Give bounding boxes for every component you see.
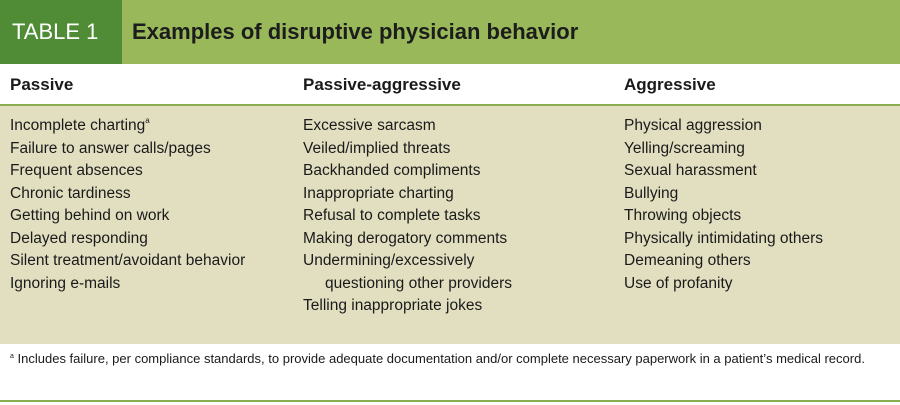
list-item bbox=[624, 228, 823, 251]
list-item bbox=[303, 138, 512, 161]
list-item-text: Making derogatory comments bbox=[303, 229, 508, 247]
list-item bbox=[624, 273, 823, 296]
list-item bbox=[10, 205, 245, 228]
list-item bbox=[10, 160, 245, 183]
column-header-passive-aggressive: Passive-aggressive bbox=[303, 75, 461, 94]
list-item-text: questioning other providers bbox=[325, 274, 512, 292]
list-item-text: Incomplete charting bbox=[10, 117, 146, 134]
list-item-text: Physical aggression bbox=[624, 117, 762, 134]
list-item bbox=[10, 138, 245, 161]
list-item bbox=[303, 183, 512, 206]
list-item-text: Delayed responding bbox=[10, 229, 148, 247]
footnote-reference: a bbox=[145, 116, 150, 125]
list-item-text: Telling inappropriate jokes bbox=[303, 297, 483, 314]
table-label: TABLE 1 bbox=[0, 0, 122, 64]
list-item-text: Ignoring e-mails bbox=[10, 274, 121, 292]
list-item-text: Bullying bbox=[624, 184, 679, 202]
list-item-text: Use of profanity bbox=[624, 274, 733, 292]
list-item bbox=[624, 160, 823, 183]
table-body bbox=[0, 104, 900, 344]
footnote-text: Includes failure, per compliance standards, to provide adequate documentation and/or complete necessary paperwork in a patient’s medical record. bbox=[13, 351, 865, 366]
list-item bbox=[303, 205, 512, 228]
column-header-aggressive: Aggressive bbox=[624, 75, 716, 94]
column-passive bbox=[10, 115, 245, 295]
list-item bbox=[624, 115, 823, 138]
list-item bbox=[10, 228, 245, 251]
list-item bbox=[10, 250, 245, 273]
list-item bbox=[10, 183, 245, 206]
list-item-text: Demeaning others bbox=[624, 252, 751, 269]
list-item bbox=[303, 273, 512, 296]
list-item-text: Throwing objects bbox=[624, 207, 742, 224]
list-item-text: Frequent absences bbox=[10, 162, 143, 179]
table-footnote bbox=[10, 350, 880, 369]
list-item bbox=[10, 273, 245, 296]
list-item-text: Backhanded compliments bbox=[303, 162, 481, 179]
list-item-text: Physically intimidating others bbox=[624, 229, 824, 247]
column-headers bbox=[0, 64, 900, 104]
list-item-text: Getting behind on work bbox=[10, 207, 170, 224]
column-passive-aggressive bbox=[303, 115, 512, 318]
list-item-text: Chronic tardiness bbox=[10, 184, 131, 202]
list-item bbox=[10, 115, 245, 138]
list-item bbox=[303, 295, 512, 318]
list-item-text: Undermining/excessively bbox=[303, 252, 475, 269]
list-item-text: Inappropriate charting bbox=[303, 184, 454, 202]
list-item-text: Sexual harassment bbox=[624, 162, 757, 179]
list-item bbox=[624, 138, 823, 161]
list-item bbox=[624, 205, 823, 228]
column-aggressive bbox=[624, 115, 823, 295]
list-item bbox=[303, 250, 512, 273]
table-banner bbox=[0, 0, 900, 64]
column-header-passive: Passive bbox=[10, 75, 74, 94]
list-item-text: Yelling/screaming bbox=[624, 139, 745, 157]
list-item-text: Failure to answer calls/pages bbox=[10, 139, 211, 157]
list-item-text: Excessive sarcasm bbox=[303, 117, 436, 134]
list-item bbox=[624, 250, 823, 273]
table-title: Examples of disruptive physician behavior bbox=[122, 0, 900, 64]
footnote-marker: a bbox=[10, 353, 14, 360]
bottom-divider bbox=[0, 400, 900, 402]
list-item-text: Veiled/implied threats bbox=[303, 139, 451, 157]
list-item bbox=[303, 160, 512, 183]
list-item bbox=[624, 183, 823, 206]
list-item bbox=[303, 115, 512, 138]
list-item bbox=[303, 228, 512, 251]
list-item-text: Refusal to complete tasks bbox=[303, 207, 481, 224]
list-item-text: Silent treatment/avoidant behavior bbox=[10, 252, 246, 269]
